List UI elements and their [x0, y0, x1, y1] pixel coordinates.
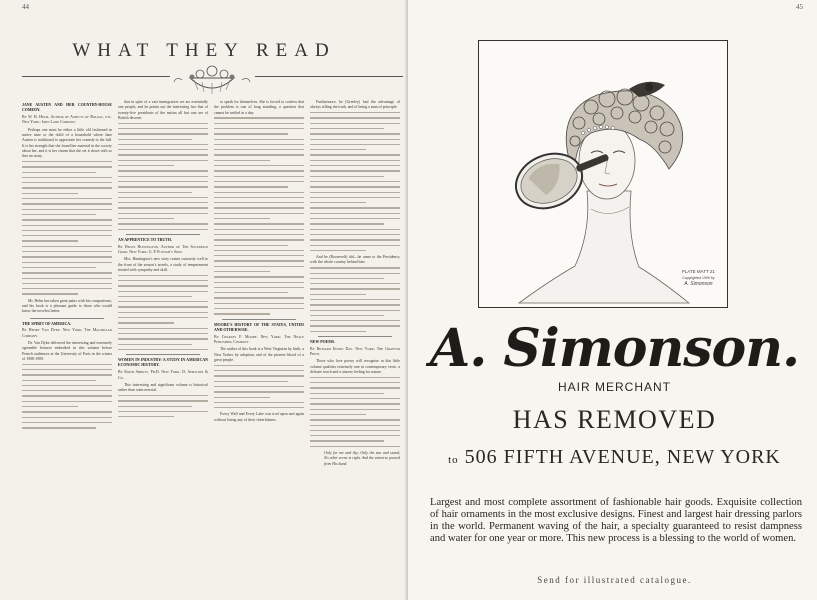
artist-signature: A. Simonson [684, 281, 713, 287]
header-rule-right [255, 76, 403, 77]
ad-body-copy: Largest and most complete assortment of fashionable hair goods. Exquisite collection of hair ornaments in the most exclusive designs. Finest and largest hair dressing parlors in the world. Permanent waving of the hair, a specialty guaranteed to resist dampness and water for one year or more. This new process is a blessing to the world of women. [430, 497, 802, 544]
text-filler [310, 112, 400, 251]
review-paragraph: Dr. Van Dyke delivered the interesting and extremely agreeable lectures embodied in this volume before French audiences at the University of Paris in the winter of 1908-1909. [22, 340, 112, 361]
text-filler [214, 365, 304, 409]
text-filler [118, 275, 208, 350]
advertiser-brand-name: A. Simonson. [429, 318, 800, 379]
address-text: 506 FIFTH AVENUE, NEW YORK [464, 446, 781, 468]
review-paragraph: to speak for themselves. She is forced to confess that the problem is one of long standing, a question that cannot be settled in a day. [214, 100, 304, 115]
address-preposition: to [448, 454, 459, 466]
page-number-right: 45 [796, 3, 803, 11]
review-separator [126, 234, 200, 235]
review-separator [126, 354, 200, 355]
ad-address [420, 446, 809, 469]
text-filler [22, 364, 112, 429]
poem-excerpt: Only for me and thy; Only the sun and stand; No other scene is right. And the universe poured from His hand. [324, 451, 400, 466]
plate-label [682, 269, 715, 287]
review-separator [30, 318, 104, 319]
woman-with-hairstyle-illustration [479, 41, 727, 307]
text-filler [214, 117, 304, 314]
review-byline: By Helen Huntington, Author of The Sovereign Good. New York: G. P. Putnam's Sons. [118, 244, 208, 255]
review-paragraph: Those who love poetry will recognise in this little volume qualities extremely rare in contemporary verse, a delicate touch and a sincere feeling for nature. [310, 359, 400, 375]
text-filler [22, 161, 112, 295]
text-filler [310, 377, 400, 447]
review-heading: WOMEN IN INDUSTRY: A STUDY IN AMERICAN ECONOMIC HISTORY. [118, 358, 208, 368]
section-title: WHAT THEY READ [72, 40, 336, 61]
review-heading: NEW POEMS. [310, 340, 336, 345]
review-paragraph: Mr. Helm has taken great pains with his comparisons, and his book is a pleasant guide to those who would know the novelist better. [22, 298, 112, 314]
review-paragraph: that in spite of a vast immigration we are essentially one people, and he points out the interesting fact that of twenty-five presidents of the nation all but one are of British descent. [118, 100, 208, 120]
flower-basket-ornament [172, 64, 252, 98]
review-byline: By Richard Edwin Day. New York: The Grafton Press. [310, 346, 400, 357]
review-paragraph: Furthermore, he (Greeley) had the advantage of always telling the truth, and of being a man of principle. [310, 100, 400, 110]
plate-copyright: Copyrighted 1909 by [682, 276, 715, 280]
text-filler [118, 123, 208, 230]
header-rule-left [22, 76, 170, 77]
text-filler [118, 395, 208, 417]
catalogue-offer: Send for illustrated catalogue. [537, 575, 692, 585]
review-paragraph: Perhaps one must be either a little old fashioned in native taste or the child of a household where Jane Austen is traditional to appreciate her comedy to the full. It is her strength that she found her material in the society about her, and it is her charm that she set it down with so fine an irony. [22, 127, 112, 159]
ad-headline: HAS REMOVED [512, 405, 717, 434]
review-heading: THE SPIRIT OF AMERICA. [22, 321, 72, 326]
review-separator [222, 319, 296, 320]
review-paragraph: Every Wall and Every Lake was trod upon and again without losing any of their cheerfulness. [214, 412, 304, 422]
review-paragraph: Mrs. Huntington's new story comes curiously well to the front of the season's novels, a study of temperament treated with sympathy and skill. [118, 257, 208, 272]
review-heading: JANE AUSTEN AND HER COUNTRY-HOUSE COMEDY. [22, 103, 112, 113]
plate-number: PLATE MATT 21 [681, 269, 715, 274]
review-byline: By W. H. Helm, Author of Aspects of Balzac, etc. New York: John Lane Company. [22, 115, 112, 125]
review-byline: By Charles F. Moore. New York: The Neale Publishing Company. [214, 334, 304, 345]
review-paragraph: And he (Roosevelt) did—he came to the Presidency with the whole country behind him. [310, 255, 400, 265]
column-3 [214, 100, 304, 425]
column-4 [310, 100, 400, 468]
review-paragraph: This interesting and significant volume is historical rather than controversial. [118, 382, 208, 393]
review-byline: By Edith Abbott, Ph.D. New York: D. Appleton & Co. [118, 370, 208, 380]
review-heading: AN APPRENTICE TO TRUTH. [118, 237, 172, 242]
advertiser-trade: HAIR MERCHANT [557, 380, 671, 394]
left-page [0, 0, 408, 600]
column-1 [22, 100, 112, 433]
column-2 [118, 100, 208, 421]
page-number-left: 44 [22, 3, 29, 11]
text-filler [310, 267, 400, 332]
review-paragraph: The author of this book is a West Virginian by birth, a New Yorker by adoption, and of the pioneer blood of a great people. [214, 347, 304, 362]
review-heading: MOORE'S HISTORY OF THE STATES, UNITED AND OTHERWISE. [214, 322, 304, 332]
fashion-plate-illustration [478, 40, 728, 308]
review-byline: By Henry Van Dyke. New York: The Macmillan Company. [22, 328, 112, 338]
review-separator [318, 336, 392, 337]
